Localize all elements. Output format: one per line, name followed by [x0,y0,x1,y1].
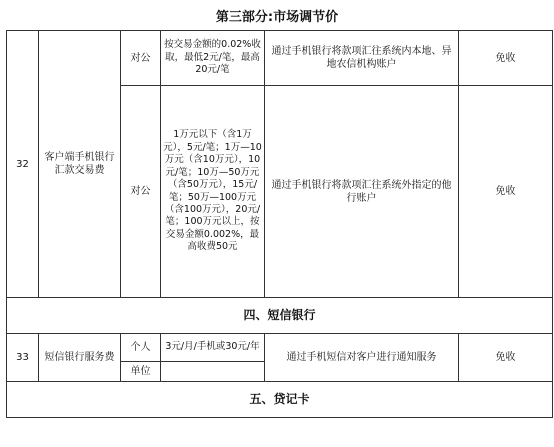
client-type: 对公 [121,31,161,86]
price-cell: 按交易金额的0.02%收取，最低2元/笔，最高20元/笔 [161,31,265,86]
service-name: 短信银行服务费 [39,334,121,382]
section-row [7,382,553,418]
remark-cell: 免收 [459,334,553,382]
description-cell: 通过手机短信对客户进行通知服务 [265,334,459,382]
price-cell [161,362,265,382]
price-cell: 3元/月/手机或30元/年 [161,334,265,362]
client-type: 单位 [121,362,161,382]
section-title: 第三部分:市场调节价 [215,10,339,25]
service-name: 客户端手机银行汇款交易费 [39,31,121,298]
table-row [7,334,553,362]
remark-cell: 免收 [459,86,553,298]
client-type: 对公 [121,86,161,298]
row-number: 32 [7,31,39,298]
price-cell: 1万元以下（含1万元），5元/笔；1万—10万元（含10万元），10元/笔；10万—50万元（含50万元），15元/笔；50万—100万元（含100万元），20元/笔；100万元以上，按交易金额0.002%，最高收费50元 [161,86,265,298]
section-heading: 四、短信银行 [7,298,553,334]
section-heading: 五、贷记卡 [7,382,553,418]
client-type: 个人 [121,334,161,362]
section-row [7,298,553,334]
description-cell: 通过手机银行将款项汇往系统外指定的他行账户 [265,86,459,298]
table-row [7,31,553,86]
remark-cell: 免收 [459,31,553,86]
fee-table [6,30,553,418]
description-cell: 通过手机银行将款项汇往系统内本地、异地农信机构账户 [265,31,459,86]
row-number: 33 [7,334,39,382]
